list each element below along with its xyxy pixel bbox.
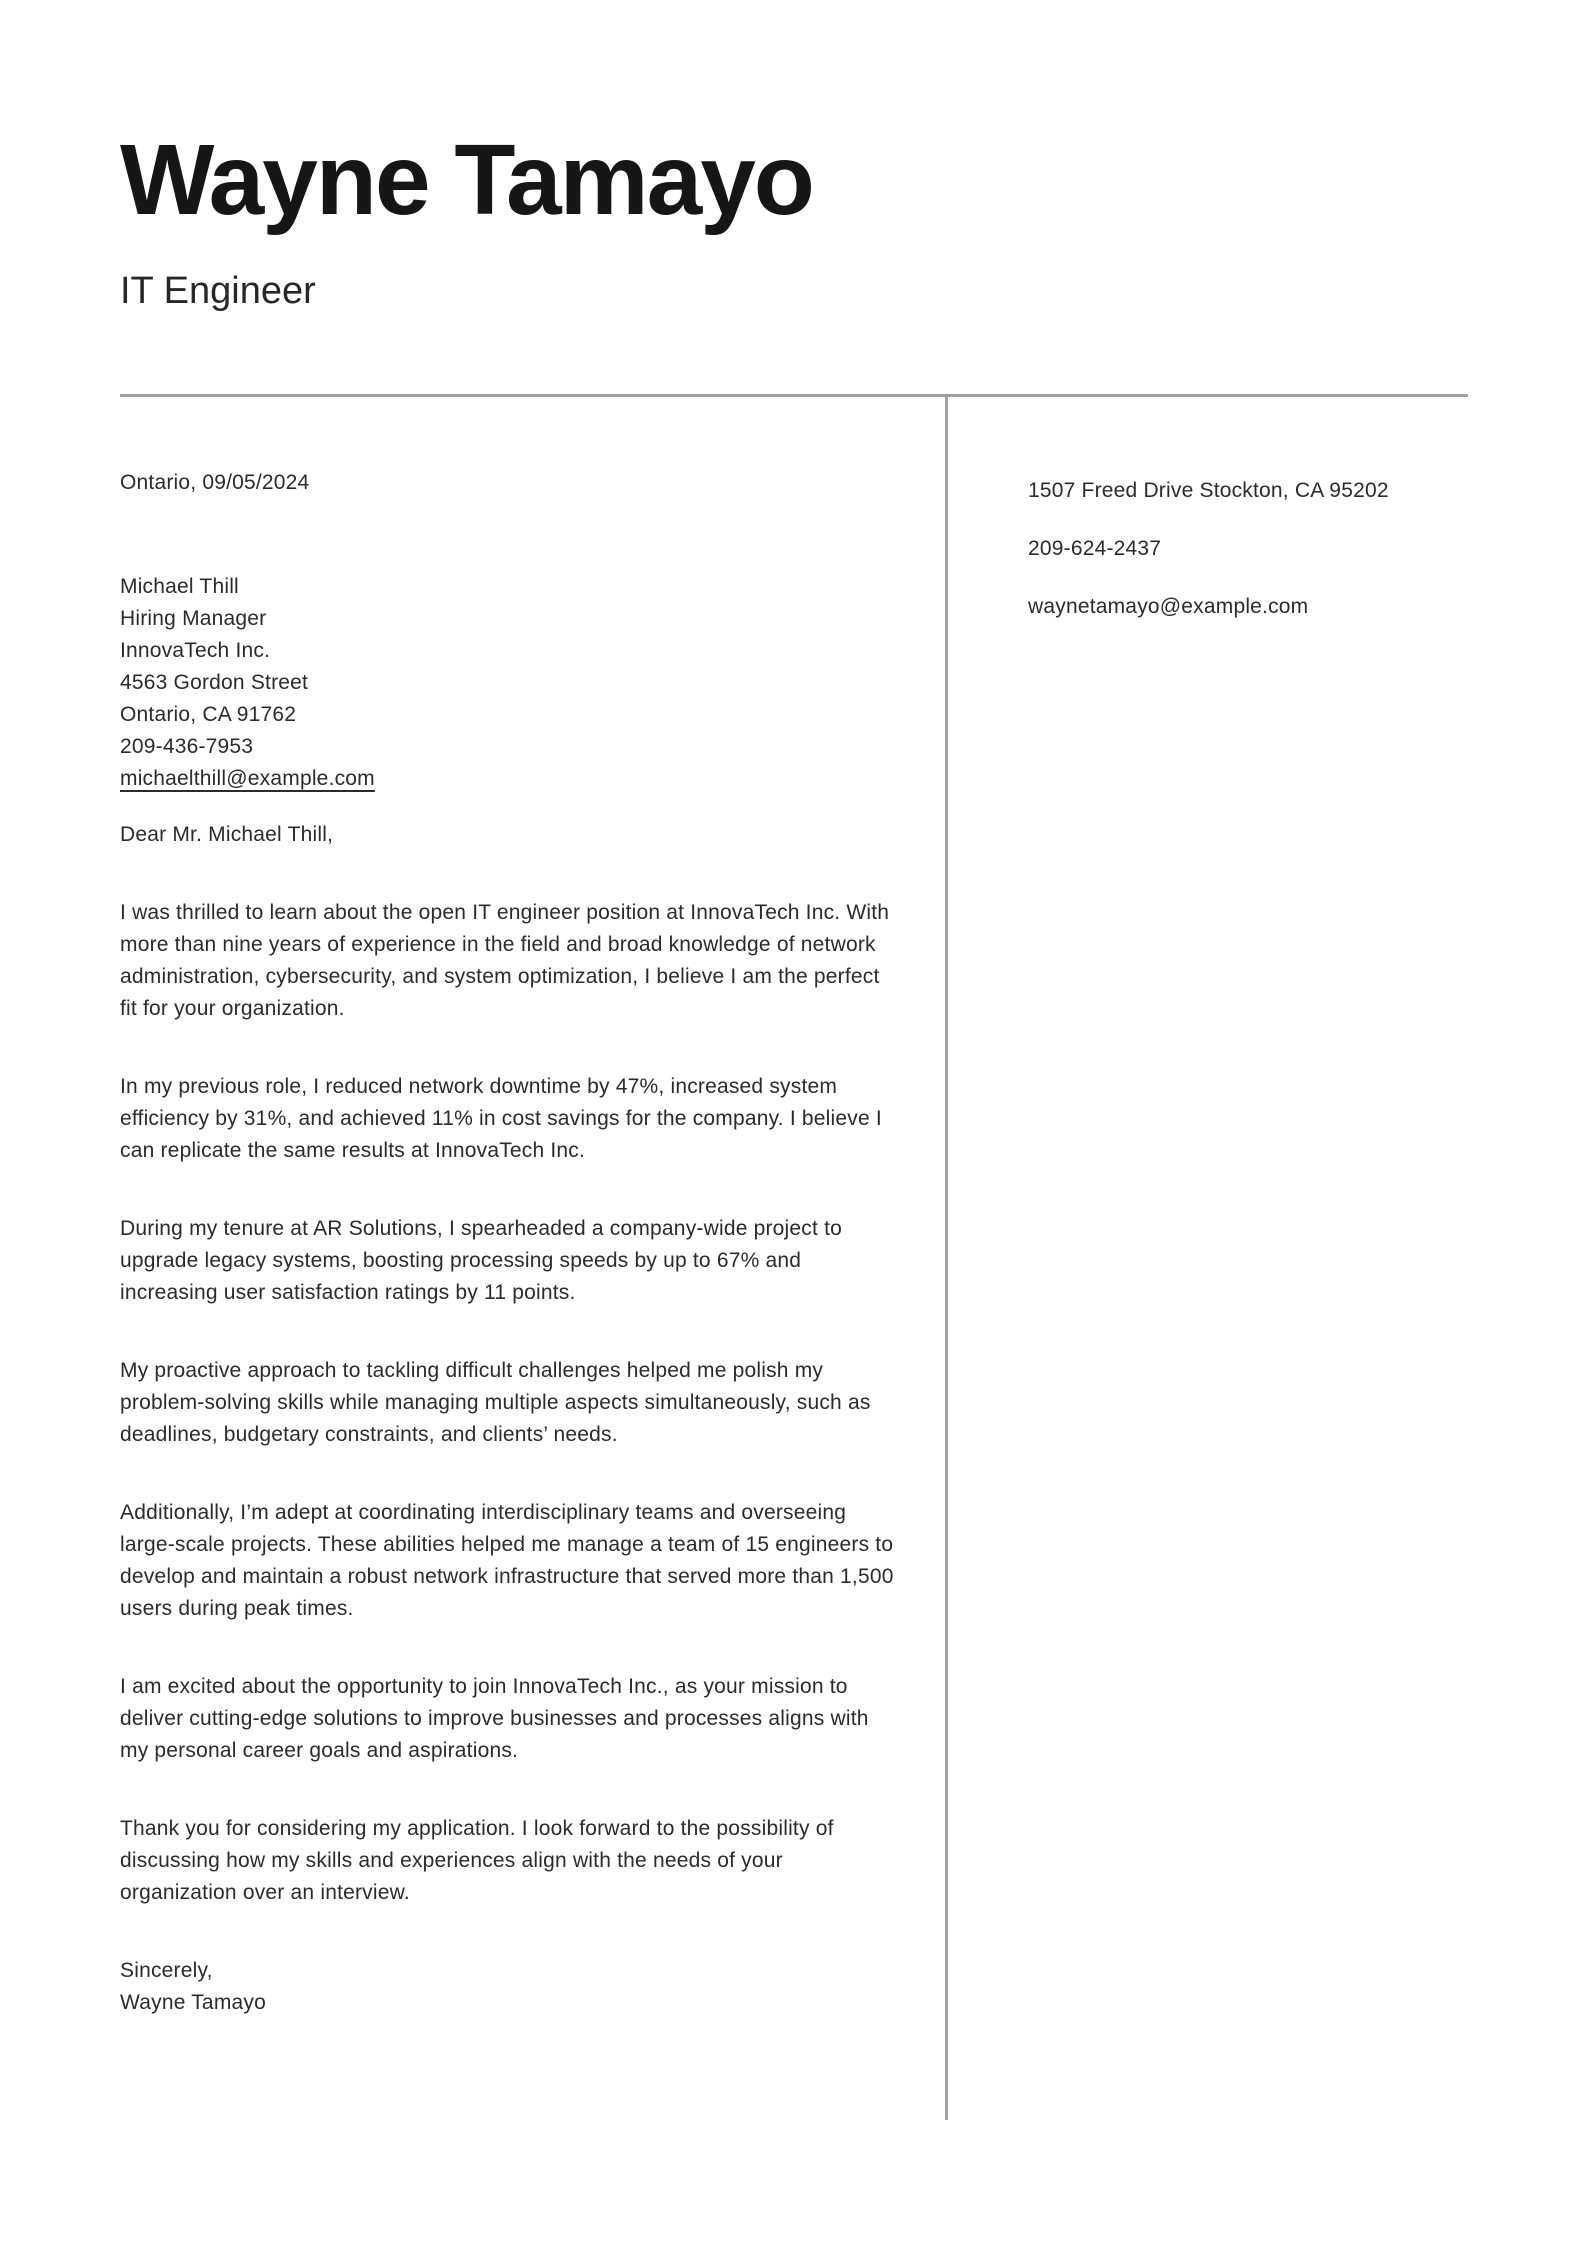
- recipient-street: 4563 Gordon Street: [120, 671, 309, 694]
- page-title: Wayne Tamayo: [120, 124, 813, 236]
- contact-address: 1507 Freed Drive Stockton, CA 95202: [1028, 479, 1389, 502]
- contact-column: [948, 397, 1468, 2120]
- letter-paragraph: Thank you for considering my application. I look forward to the possibility of discussing how my skills and experiences align with the needs of your organization over an interview.: [120, 1817, 834, 1904]
- letter-paragraph: Additionally, I’m adept at coordinating interdisciplinary teams and overseeing large-scale projects. These abilities helped me manage a team of 15 engineers to develop and maintain a robust network infrastructure that served more than 1,500 users during peak times.: [120, 1501, 894, 1620]
- recipient-name: Michael Thill: [120, 575, 239, 598]
- salutation: Dear Mr. Michael Thill,: [120, 823, 334, 846]
- contact-phone: 209-624-2437: [1028, 537, 1162, 560]
- date-line: Ontario, 09/05/2024: [120, 471, 310, 494]
- signature: Wayne Tamayo: [120, 1991, 266, 2014]
- letter-paragraph: During my tenure at AR Solutions, I spearheaded a company-wide project to upgrade legacy systems, boosting processing speeds by up to 67% and increasing user satisfaction ratings by 11 points.: [120, 1217, 842, 1304]
- contact-email: waynetamayo@example.com: [1028, 595, 1309, 618]
- letter-paragraph: In my previous role, I reduced network downtime by 47%, increased system efficiency by 31%, and achieved 11% in cost savings for the company. I believe I can replicate the same results at InnovaTech Inc.: [120, 1075, 882, 1162]
- letter-body-column: [120, 397, 948, 2120]
- recipient-phone: 209-436-7953: [120, 735, 254, 758]
- recipient-company: InnovaTech Inc.: [120, 639, 271, 662]
- recipient-email-row: [120, 763, 897, 795]
- recipient-block: [120, 571, 897, 795]
- recipient-role: Hiring Manager: [120, 607, 267, 630]
- job-title: IT Engineer: [120, 270, 316, 312]
- recipient-email-link[interactable]: michaelthill@example.com: [120, 767, 375, 790]
- recipient-city: Ontario, CA 91762: [120, 703, 297, 726]
- letter-paragraph: My proactive approach to tackling difficult challenges helped me polish my problem-solving skills while managing multiple aspects simultaneously, such as deadlines, budgetary constraints, and clients’ needs.: [120, 1359, 871, 1446]
- closing-word: Sincerely,: [120, 1959, 213, 1982]
- letter-paragraph: I was thrilled to learn about the open IT engineer position at InnovaTech Inc. With more than nine years of experience in the field and broad knowledge of network administration, cybersecurity, and system optimization, I believe I am the perfect fit for your organization.: [120, 901, 890, 1020]
- content-columns: [120, 394, 1468, 2120]
- letter-header: [120, 0, 1468, 394]
- letter-paragraph: I am excited about the opportunity to join InnovaTech Inc., as your mission to deliver cutting-edge solutions to improve businesses and processes aligns with my personal career goals and aspirations.: [120, 1675, 869, 1762]
- closing-block: [120, 1955, 897, 2019]
